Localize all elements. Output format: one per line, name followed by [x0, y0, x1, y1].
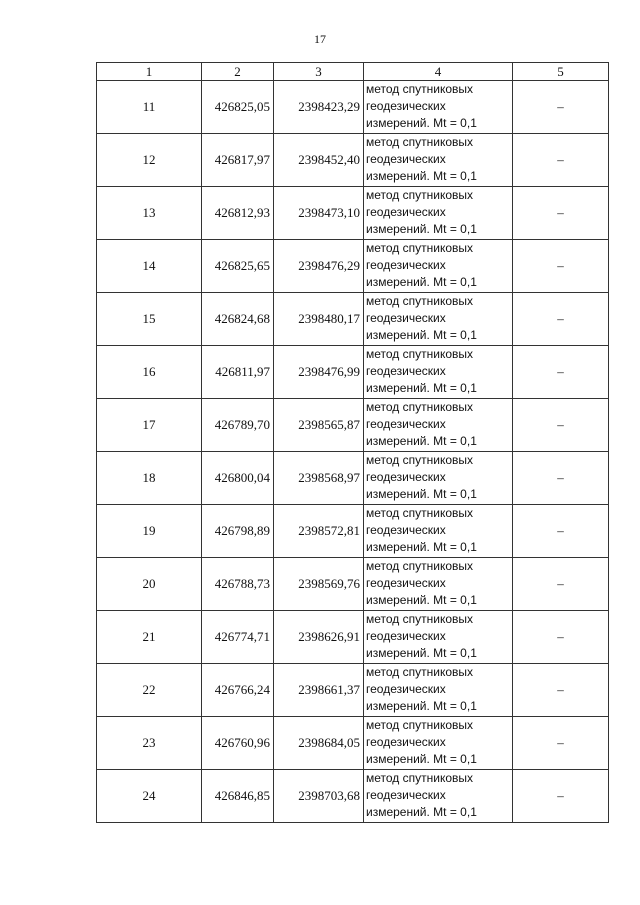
- note-cell: –: [513, 293, 609, 346]
- method-text-line: геодезических: [366, 417, 446, 431]
- note-cell: –: [513, 664, 609, 717]
- method-text-line: геодезических: [366, 258, 446, 272]
- table-row: [97, 611, 609, 664]
- note-cell: –: [513, 770, 609, 823]
- method-cell: [364, 611, 513, 664]
- x-coordinate-cell: 426788,73: [202, 558, 274, 611]
- table-row: [97, 452, 609, 505]
- point-number-cell: 13: [97, 187, 202, 240]
- method-text-line: метод спутниковых: [366, 771, 474, 785]
- method-text-line: измерений. Mt = 0,1: [366, 169, 477, 183]
- y-coordinate-cell: 2398473,10: [274, 187, 364, 240]
- method-text-line: измерений. Mt = 0,1: [366, 328, 477, 342]
- method-cell: [364, 558, 513, 611]
- y-coordinate-cell: 2398703,68: [274, 770, 364, 823]
- x-coordinate-cell: 426789,70: [202, 399, 274, 452]
- table-row: [97, 399, 609, 452]
- note-cell: –: [513, 611, 609, 664]
- y-coordinate-cell: 2398423,29: [274, 81, 364, 134]
- method-text-line: измерений. Mt = 0,1: [366, 805, 477, 819]
- x-coordinate-cell: 426766,24: [202, 664, 274, 717]
- method-text-line: геодезических: [366, 629, 446, 643]
- header-col-4: 4: [364, 63, 513, 81]
- method-cell: [364, 187, 513, 240]
- y-coordinate-cell: 2398452,40: [274, 134, 364, 187]
- x-coordinate-cell: 426774,71: [202, 611, 274, 664]
- table-row: [97, 187, 609, 240]
- x-coordinate-cell: 426812,93: [202, 187, 274, 240]
- method-text-line: метод спутниковых: [366, 294, 474, 308]
- point-number-cell: 18: [97, 452, 202, 505]
- note-cell: –: [513, 505, 609, 558]
- x-coordinate-cell: 426811,97: [202, 346, 274, 399]
- y-coordinate-cell: 2398661,37: [274, 664, 364, 717]
- point-number-cell: 19: [97, 505, 202, 558]
- method-text-line: измерений. Mt = 0,1: [366, 646, 477, 660]
- y-coordinate-cell: 2398480,17: [274, 293, 364, 346]
- method-cell: [364, 134, 513, 187]
- y-coordinate-cell: 2398569,76: [274, 558, 364, 611]
- method-text-line: метод спутниковых: [366, 453, 474, 467]
- method-text-line: измерений. Mt = 0,1: [366, 275, 477, 289]
- note-cell: –: [513, 346, 609, 399]
- method-cell: [364, 293, 513, 346]
- point-number-cell: 24: [97, 770, 202, 823]
- y-coordinate-cell: 2398568,97: [274, 452, 364, 505]
- method-text-line: метод спутниковых: [366, 559, 474, 573]
- coordinates-table: [96, 62, 609, 823]
- table-row: [97, 558, 609, 611]
- note-cell: –: [513, 717, 609, 770]
- method-text-line: геодезических: [366, 99, 446, 113]
- method-cell: [364, 399, 513, 452]
- method-text-line: измерений. Mt = 0,1: [366, 699, 477, 713]
- y-coordinate-cell: 2398476,99: [274, 346, 364, 399]
- table-header-row: [97, 63, 609, 81]
- point-number-cell: 11: [97, 81, 202, 134]
- method-cell: [364, 505, 513, 558]
- method-text-line: метод спутниковых: [366, 506, 474, 520]
- method-text-line: измерений. Mt = 0,1: [366, 540, 477, 554]
- note-cell: –: [513, 558, 609, 611]
- x-coordinate-cell: 426825,05: [202, 81, 274, 134]
- table-row: [97, 505, 609, 558]
- method-text-line: метод спутниковых: [366, 82, 474, 96]
- point-number-cell: 20: [97, 558, 202, 611]
- note-cell: –: [513, 187, 609, 240]
- table-row: [97, 240, 609, 293]
- method-text-line: измерений. Mt = 0,1: [366, 752, 477, 766]
- method-text-line: измерений. Mt = 0,1: [366, 434, 477, 448]
- point-number-cell: 23: [97, 717, 202, 770]
- method-cell: [364, 81, 513, 134]
- method-text-line: геодезических: [366, 788, 446, 802]
- method-cell: [364, 346, 513, 399]
- method-text-line: геодезических: [366, 311, 446, 325]
- x-coordinate-cell: 426798,89: [202, 505, 274, 558]
- method-text-line: метод спутниковых: [366, 612, 474, 626]
- note-cell: –: [513, 81, 609, 134]
- y-coordinate-cell: 2398572,81: [274, 505, 364, 558]
- point-number-cell: 16: [97, 346, 202, 399]
- y-coordinate-cell: 2398476,29: [274, 240, 364, 293]
- method-text-line: геодезических: [366, 364, 446, 378]
- method-text-line: метод спутниковых: [366, 718, 474, 732]
- note-cell: –: [513, 452, 609, 505]
- method-text-line: метод спутниковых: [366, 188, 474, 202]
- x-coordinate-cell: 426825,65: [202, 240, 274, 293]
- x-coordinate-cell: 426846,85: [202, 770, 274, 823]
- method-text-line: геодезических: [366, 152, 446, 166]
- method-cell: [364, 770, 513, 823]
- point-number-cell: 17: [97, 399, 202, 452]
- note-cell: –: [513, 134, 609, 187]
- method-cell: [364, 240, 513, 293]
- point-number-cell: 22: [97, 664, 202, 717]
- table-row: [97, 293, 609, 346]
- x-coordinate-cell: 426824,68: [202, 293, 274, 346]
- header-col-1: 1: [97, 63, 202, 81]
- point-number-cell: 15: [97, 293, 202, 346]
- method-text-line: геодезических: [366, 470, 446, 484]
- x-coordinate-cell: 426760,96: [202, 717, 274, 770]
- y-coordinate-cell: 2398565,87: [274, 399, 364, 452]
- method-text-line: измерений. Mt = 0,1: [366, 487, 477, 501]
- method-text-line: геодезических: [366, 576, 446, 590]
- method-text-line: геодезических: [366, 205, 446, 219]
- method-text-line: метод спутниковых: [366, 347, 474, 361]
- method-text-line: измерений. Mt = 0,1: [366, 116, 477, 130]
- y-coordinate-cell: 2398626,91: [274, 611, 364, 664]
- method-text-line: метод спутниковых: [366, 665, 474, 679]
- point-number-cell: 14: [97, 240, 202, 293]
- method-text-line: геодезических: [366, 735, 446, 749]
- table-row: [97, 717, 609, 770]
- method-cell: [364, 664, 513, 717]
- header-col-3: 3: [274, 63, 364, 81]
- point-number-cell: 12: [97, 134, 202, 187]
- y-coordinate-cell: 2398684,05: [274, 717, 364, 770]
- page-number: 17: [314, 32, 326, 46]
- x-coordinate-cell: 426800,04: [202, 452, 274, 505]
- method-text-line: геодезических: [366, 523, 446, 537]
- method-text-line: метод спутниковых: [366, 400, 474, 414]
- table-row: [97, 134, 609, 187]
- method-text-line: измерений. Mt = 0,1: [366, 381, 477, 395]
- method-text-line: измерений. Mt = 0,1: [366, 593, 477, 607]
- point-number-cell: 21: [97, 611, 202, 664]
- method-cell: [364, 452, 513, 505]
- method-text-line: метод спутниковых: [366, 135, 474, 149]
- method-text-line: измерений. Mt = 0,1: [366, 222, 477, 236]
- table-row: [97, 664, 609, 717]
- header-col-5: 5: [513, 63, 609, 81]
- table-row: [97, 81, 609, 134]
- table-row: [97, 770, 609, 823]
- note-cell: –: [513, 240, 609, 293]
- method-text-line: геодезических: [366, 682, 446, 696]
- note-cell: –: [513, 399, 609, 452]
- table-row: [97, 346, 609, 399]
- header-col-2: 2: [202, 63, 274, 81]
- x-coordinate-cell: 426817,97: [202, 134, 274, 187]
- method-cell: [364, 717, 513, 770]
- method-text-line: метод спутниковых: [366, 241, 474, 255]
